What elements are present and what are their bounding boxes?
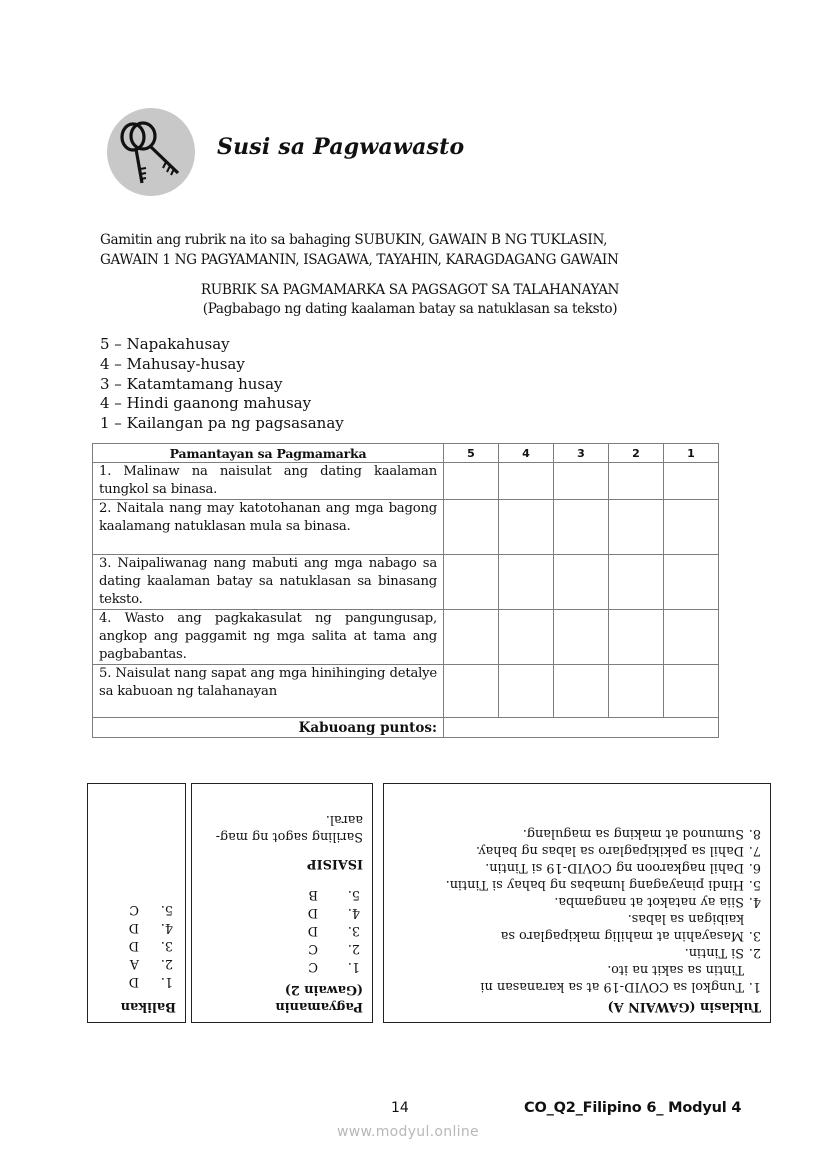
answer-item: [392, 876, 761, 893]
answer-letter: D: [128, 938, 139, 953]
score-cell: [664, 555, 719, 610]
page-number: 14: [391, 1100, 409, 1116]
answer-key-pagyamanin: [191, 783, 373, 1023]
item-number: 3.: [160, 938, 173, 953]
item-number: 4.: [160, 920, 173, 935]
item-number: 5.: [748, 877, 761, 892]
item-number: 4.: [748, 894, 761, 909]
table-row: [93, 610, 719, 665]
score-cell: [609, 555, 664, 610]
scale-item: 5 – Napakahusay: [100, 335, 230, 353]
score-cell: [554, 555, 609, 610]
score-cell: [664, 610, 719, 665]
answer-letter: C: [129, 902, 139, 917]
answer-letter: C: [308, 941, 318, 956]
item-number: 5.: [160, 902, 173, 917]
answer-text: Tungkol sa COVID-19 at sa karanasan ni Tintin sa sakit na ito.: [480, 962, 744, 994]
answer-item: [392, 944, 761, 961]
keys-icon: [106, 107, 196, 197]
score-cell: [554, 610, 609, 665]
box-title: Balikan: [120, 999, 176, 1014]
item-number: 5.: [347, 887, 360, 902]
rubric-instructions: [100, 231, 720, 270]
instructions-line: GAWAIN 1 NG PAGYAMANIN, ISAGAWA, TAYAHIN, KARAGDAGANG GAWAIN: [100, 251, 619, 268]
score-cell: [609, 665, 664, 718]
answer-letter: D: [307, 923, 318, 938]
answer-item: [192, 940, 363, 957]
criteria-cell: 5. Naisulat nang sapat ang mga hinihinging detalye sa kabuoan ng talahanayan: [93, 665, 444, 718]
answer-letter: B: [308, 887, 318, 902]
score-cell: [554, 463, 609, 500]
isaisip-title: ISAISIP: [307, 856, 363, 871]
table-row: [93, 665, 719, 718]
score-cell: [554, 665, 609, 718]
score-cell: [499, 610, 554, 665]
total-label: Kabuoang puntos:: [93, 718, 444, 738]
score-cell: [444, 555, 499, 610]
module-code: CO_Q2_Filipino 6_ Modyul 4: [524, 1100, 742, 1116]
total-row: [93, 718, 719, 738]
scale-item: 4 – Hindi gaanong mahusay: [100, 394, 312, 413]
score-cell: [444, 665, 499, 718]
answer-letter: A: [129, 956, 139, 971]
answer-text: Masayahin at mahilig makipaglaro sa kaibigan sa labas.: [500, 911, 744, 943]
answer-item: [392, 910, 761, 944]
score-cell: [609, 500, 664, 555]
answer-item: [392, 842, 761, 859]
answer-item: [88, 973, 176, 990]
answer-letter: D: [307, 905, 318, 920]
criteria-cell: 3. Naipaliwanag nang mabuti ang mga nabago sa dating kaalaman batay sa natuklasan sa binasang teksto.: [93, 555, 444, 610]
score-cell: [499, 500, 554, 555]
score-header: 2: [609, 444, 664, 463]
score-cell: [609, 463, 664, 500]
score-cell: [444, 500, 499, 555]
item-number: 2.: [160, 956, 173, 971]
answer-text: Sumunod at making sa magulang.: [522, 826, 744, 841]
score-cell: [499, 665, 554, 718]
answer-item: [88, 919, 176, 936]
score-header: 1: [664, 444, 719, 463]
table-row: [93, 500, 719, 555]
answer-item: [392, 893, 761, 910]
total-score-cell: [444, 718, 719, 738]
answer-item: [88, 955, 176, 972]
answer-item: [192, 904, 363, 921]
answer-text: Siia ay natakot at nangamba.: [554, 894, 744, 909]
criteria-header: Pamantayan sa Pagmamarka: [93, 444, 444, 463]
rubric-subtitle: (Pagbabago ng dating kaalaman batay sa natuklasan sa teksto): [202, 301, 618, 317]
box-subtitle: (Gawain 2): [284, 982, 363, 997]
score-cell: [664, 500, 719, 555]
score-cell: [554, 500, 609, 555]
answer-letter: C: [308, 959, 318, 974]
answer-letter: D: [128, 974, 139, 989]
answer-item: [392, 825, 761, 842]
answer-item: [192, 886, 363, 903]
criteria-cell: 1. Malinaw na naisulat ang dating kaalaman tungkol sa binasa.: [93, 463, 444, 500]
answer-item: [88, 901, 176, 918]
score-header: 3: [554, 444, 609, 463]
answer-text: Si Tintin.: [684, 945, 744, 960]
table-header-row: [93, 444, 719, 463]
item-number: 2.: [748, 945, 761, 960]
score-cell: [499, 555, 554, 610]
item-number: 8.: [748, 826, 761, 841]
scale-item: 3 – Katamtamang husay: [100, 374, 283, 393]
page-title: Susi sa Pagwawasto: [217, 134, 465, 160]
table-row: [93, 463, 719, 500]
item-number: 4.: [347, 905, 360, 920]
item-number: 1.: [347, 959, 360, 974]
answer-item: [192, 922, 363, 939]
score-cell: [444, 610, 499, 665]
score-cell: [609, 610, 664, 665]
scale-item: 4 – Mahusay-husay: [100, 354, 245, 373]
isaisip-text: Sariling sagot ng mag-aaral.: [215, 812, 363, 844]
answer-item: [392, 961, 761, 995]
score-cell: [664, 463, 719, 500]
answer-letter: D: [128, 920, 139, 935]
score-header: 4: [499, 444, 554, 463]
answer-text: Dahil nagkaroon ng COVID-19 si Tintin.: [485, 860, 744, 875]
score-header: 5: [444, 444, 499, 463]
box-title: Pagyamanin: [275, 999, 363, 1014]
rubric-heading: [100, 281, 720, 319]
answer-text: Dahil sa pakikipaglaro sa labas ng bahay.: [475, 843, 744, 858]
item-number: 6.: [748, 860, 761, 875]
answer-item: [192, 958, 363, 975]
table-row: [93, 555, 719, 610]
rubric-title: RUBRIK SA PAGMAMARKA SA PAGSAGOT SA TALAHANAYAN: [200, 282, 620, 298]
instructions-line: Gamitin ang rubrik na ito sa bahaging SUBUKIN, GAWAIN B NG TUKLASIN,: [100, 232, 608, 248]
item-number: 7.: [748, 843, 761, 858]
scale-item: 1 – Kailangan pa ng pagsasanay: [100, 414, 344, 433]
criteria-cell: 2. Naitala nang may katotohanan ang mga bagong kaalamang natuklasan mula sa binasa.: [93, 500, 444, 555]
rubric-table: [92, 443, 719, 738]
item-number: 3.: [748, 928, 761, 943]
score-cell: [499, 463, 554, 500]
item-number: 1.: [748, 979, 761, 994]
answer-item: [392, 859, 761, 876]
answer-key-tuklasin: [383, 783, 771, 1023]
item-number: 3.: [347, 923, 360, 938]
box-title: Tuklasin (GAWAIN A): [607, 999, 761, 1014]
score-cell: [664, 665, 719, 718]
score-cell: [444, 463, 499, 500]
score-scale: [100, 335, 344, 434]
answer-item: [88, 937, 176, 954]
criteria-cell: 4. Wasto ang pagkakasulat ng pangungusap, angkop ang paggamit ng mga salita at tama ang pagbabantas.: [93, 610, 444, 665]
item-number: 1.: [160, 974, 173, 989]
item-number: 2.: [347, 941, 360, 956]
answer-text: Hindi pinayagang lumabas ng bahay si Tintin.: [445, 877, 744, 892]
watermark: www.modyul.online: [337, 1124, 479, 1140]
answer-key-balikan: [87, 783, 186, 1023]
